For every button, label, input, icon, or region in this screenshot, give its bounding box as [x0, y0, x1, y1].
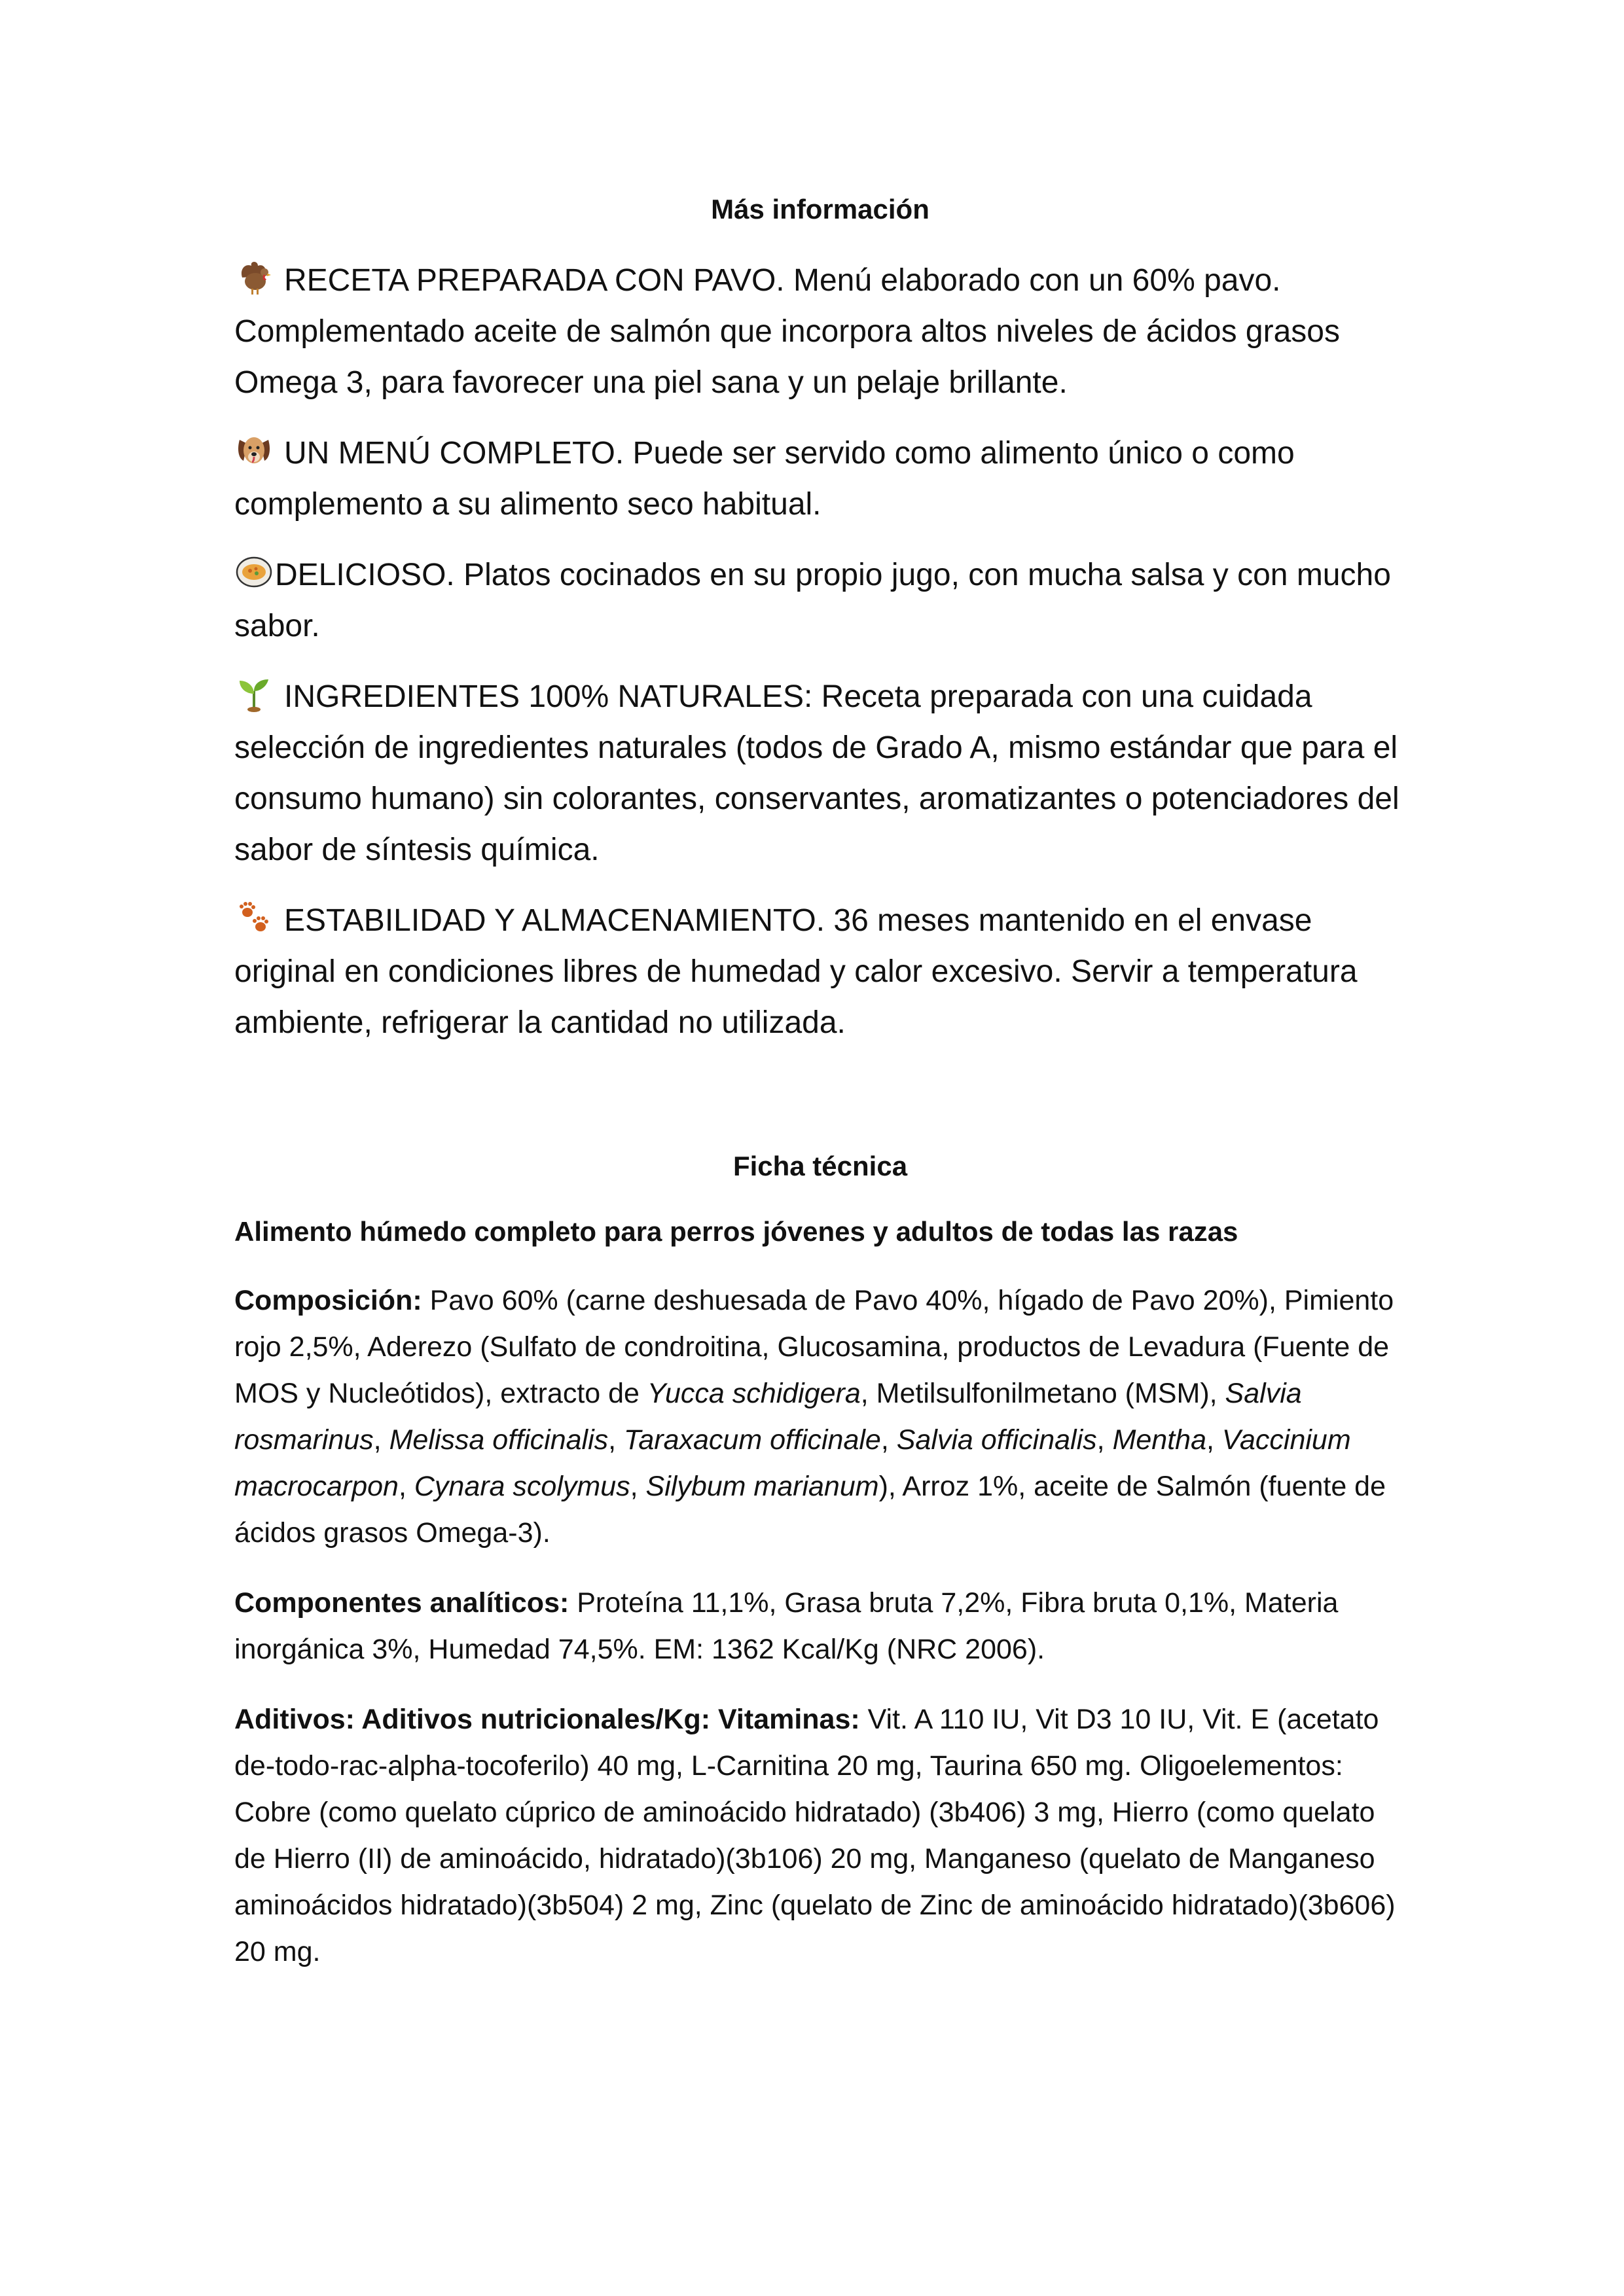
- feature-natural: INGREDIENTES 100% NATURALES: Receta preparada con una cuidada selección de ingredientes naturales (todos de Grado A, mismo estándar que para el consumo humano) sin colorantes, conservantes, aromatizantes o potenciadores del sabor de síntesis química.: [234, 672, 1406, 876]
- tech-sheet: [234, 1147, 1406, 1975]
- dog-face-icon: [234, 431, 274, 470]
- info-heading: Más información: [711, 194, 929, 224]
- analytics-label: Componentes analíticos:: [234, 1587, 569, 1619]
- turkey-icon: [234, 258, 274, 297]
- composition-paragraph: Composición: Pavo 60% (carne deshuesada de Pavo 40%, hígado de Pavo 20%), Pimiento rojo 2,5%, Aderezo (Sulfato de condroitina, Glucosamina, productos de Levadura (Fuente de MOS y Nucleótidos), extracto de Yucca schidigera, Metilsulfonilmetano (MSM), Salvia rosmarinus, Melissa officinalis, Taraxacum officinale, Salvia officinalis, Mentha, Vaccinium macrocarpon, Cynara scolymus, Silybum marianum), Arroz 1%, aceite de Salmón (fuente de ácidos grasos Omega-3).: [234, 1285, 1394, 1549]
- feature-dog: UN MENÚ COMPLETO. Puede ser servido como alimento único o como complemento a su alimento seco habitual.: [234, 428, 1406, 530]
- stew-pot-icon: [234, 552, 274, 592]
- seedling-icon: [234, 674, 274, 713]
- feature-turkey: RECETA PREPARADA CON PAVO. Menú elaborado con un 60% pavo. Complementado aceite de salmón que incorpora altos niveles de ácidos grasos Omega 3, para favorecer una piel sana y un pelaje brillante.: [234, 255, 1406, 408]
- feature-delicious: DELICIOSO. Platos cocinados en su propio jugo, con mucha salsa y con mucho sabor.: [234, 550, 1406, 652]
- composition-label: Composición:: [234, 1285, 422, 1316]
- paw-prints-icon: [234, 898, 274, 937]
- analytics-paragraph: Componentes analíticos: Proteína 11,1%, Grasa bruta 7,2%, Fibra bruta 0,1%, Materia inorgánica 3%, Humedad 74,5%. EM: 1362 Kcal/Kg (NRC 2006).: [234, 1587, 1339, 1665]
- feature-storage: ESTABILIDAD Y ALMACENAMIENTO. 36 meses mantenido en el envase original en condiciones libres de humedad y calor excesivo. Servir a temperatura ambiente, refrigerar la cantidad no utilizada.: [234, 895, 1406, 1049]
- tech-heading: Ficha técnica: [732, 1151, 908, 1181]
- document-content: [234, 190, 1406, 1999]
- additives-label: Aditivos: Aditivos nutricionales/Kg: Vitaminas:: [234, 1704, 860, 1735]
- additives-paragraph: Aditivos: Aditivos nutricionales/Kg: Vitaminas: Vit. A 110 IU, Vit D3 10 IU, Vit. E (acetato de-todo-rac-alpha-tocoferilo) 40 mg, L-Carnitina 20 mg, Taurina 650 mg. Oligoelementos: Cobre (como quelato cúprico de aminoácido hidratado) (3b406) 3 mg, Hierro (como quelato de Hierro (II) de aminoácido, hidratado)(3b106) 20 mg, Manganeso (quelato de Manganeso aminoácidos hidratado)(3b504) 2 mg, Zinc (quelato de Zinc de aminoácido hidratado)(3b606) 20 mg.: [234, 1704, 1396, 1967]
- tech-subtitle: Alimento húmedo completo para perros jóvenes y adultos de todas las razas: [234, 1216, 1238, 1247]
